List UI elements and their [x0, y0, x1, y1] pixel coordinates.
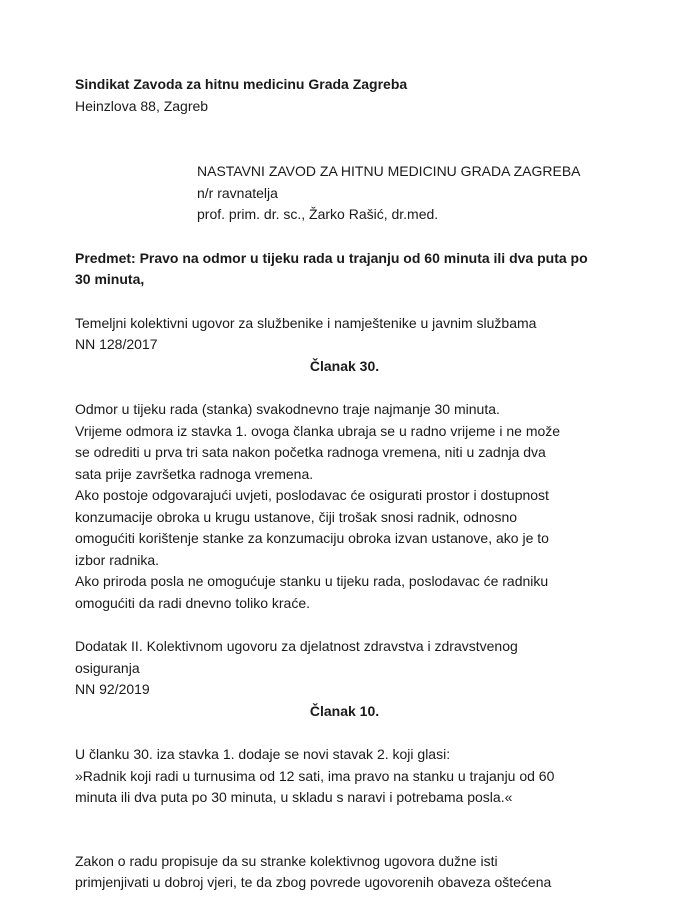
article-heading: Članak 30. — [309, 357, 380, 374]
body-line: se odrediti u prva tri sata nakon početka radnoga vremena, niti u zadnja dva — [75, 444, 546, 460]
recipient-institution: NASTAVNI ZAVOD ZA HITNU MEDICINU GRADA ZAGREBA — [197, 163, 581, 179]
subject-block — [75, 248, 614, 291]
subject-line: Predmet: Pravo na odmor u tijeku rada u trajanju od 60 minuta ili dva puta po — [75, 249, 588, 266]
body-line: Odmor u tijeku rada (stanka) svakodnevno traje najmanje 30 minuta. — [75, 401, 500, 417]
article-heading: Članak 10. — [309, 702, 380, 719]
article-body — [75, 399, 614, 614]
recipient-attn: n/r ravnatelja — [197, 184, 278, 201]
recipient-block — [75, 161, 614, 226]
source-title: Dodatak II. Kolektivnom ugovoru za djelatnost zdravstva i zdravstvenog — [75, 638, 518, 654]
section-zakon — [75, 851, 614, 894]
body-line: omogućiti da radi dnevno toliko kraće. — [75, 594, 311, 611]
body-line: Vrijeme odmora iz stavka 1. ovoga članka ubraja se u radno vrijeme i ne može — [75, 422, 561, 439]
body-line: Ako priroda posla ne omogućuje stanku u tijeku rada, poslodavac će radniku — [75, 573, 549, 589]
sender-name: Sindikat Zavoda za hitnu medicinu Grada Zagreba — [75, 76, 408, 92]
body-line: omogućiti korištenje stanke za konzumaciju obroka izvan ustanove, ako je to — [75, 530, 549, 546]
sender-address: Heinzlova 88, Zagreb — [75, 97, 209, 114]
body-line: U članku 30. iza stavka 1. dodaje se novi stavak 2. koji glasi: — [75, 746, 451, 762]
subject-line: 30 minuta, — [75, 271, 145, 287]
source-title: Temeljni kolektivni ugovor za službenike i namještenike u javnim službama — [75, 314, 537, 331]
body-line: minuta ili dva puta po 30 minuta, u skladu s naravi i potrebama posla.« — [75, 789, 513, 805]
body-line: Zakon o radu propisuje da su stranke kolektivnog ugovora dužne isti — [75, 852, 498, 869]
section-kuz — [75, 636, 614, 809]
source-title-cont: osiguranja — [75, 659, 140, 676]
body-line: primjenjivati u dobroj vjeri, te da zbog povrede ugovorenih obaveza oštećena — [75, 874, 552, 890]
source-gazette: NN 128/2017 — [75, 336, 158, 352]
source-gazette: NN 92/2019 — [75, 681, 150, 697]
body-line: »Radnik koji radi u turnusima od 12 sati, ima pravo na stanku u trajanju od 60 — [75, 767, 555, 784]
body-line: Ako postoje odgovarajući uvjeti, poslodavac će osigurati prostor i dostupnost — [75, 487, 549, 503]
body-line: izbor radnika. — [75, 551, 160, 568]
body-line: sata prije završetka radnoga vremena. — [75, 465, 314, 482]
recipient-person: prof. prim. dr. sc., Žarko Rašić, dr.med. — [197, 206, 439, 222]
article-body — [75, 744, 614, 809]
sender-block — [75, 74, 614, 117]
body-line: konzumacije obroka u krugu ustanove, čiji trošak snosi radnik, odnosno — [75, 508, 518, 525]
section-tku — [75, 313, 614, 615]
